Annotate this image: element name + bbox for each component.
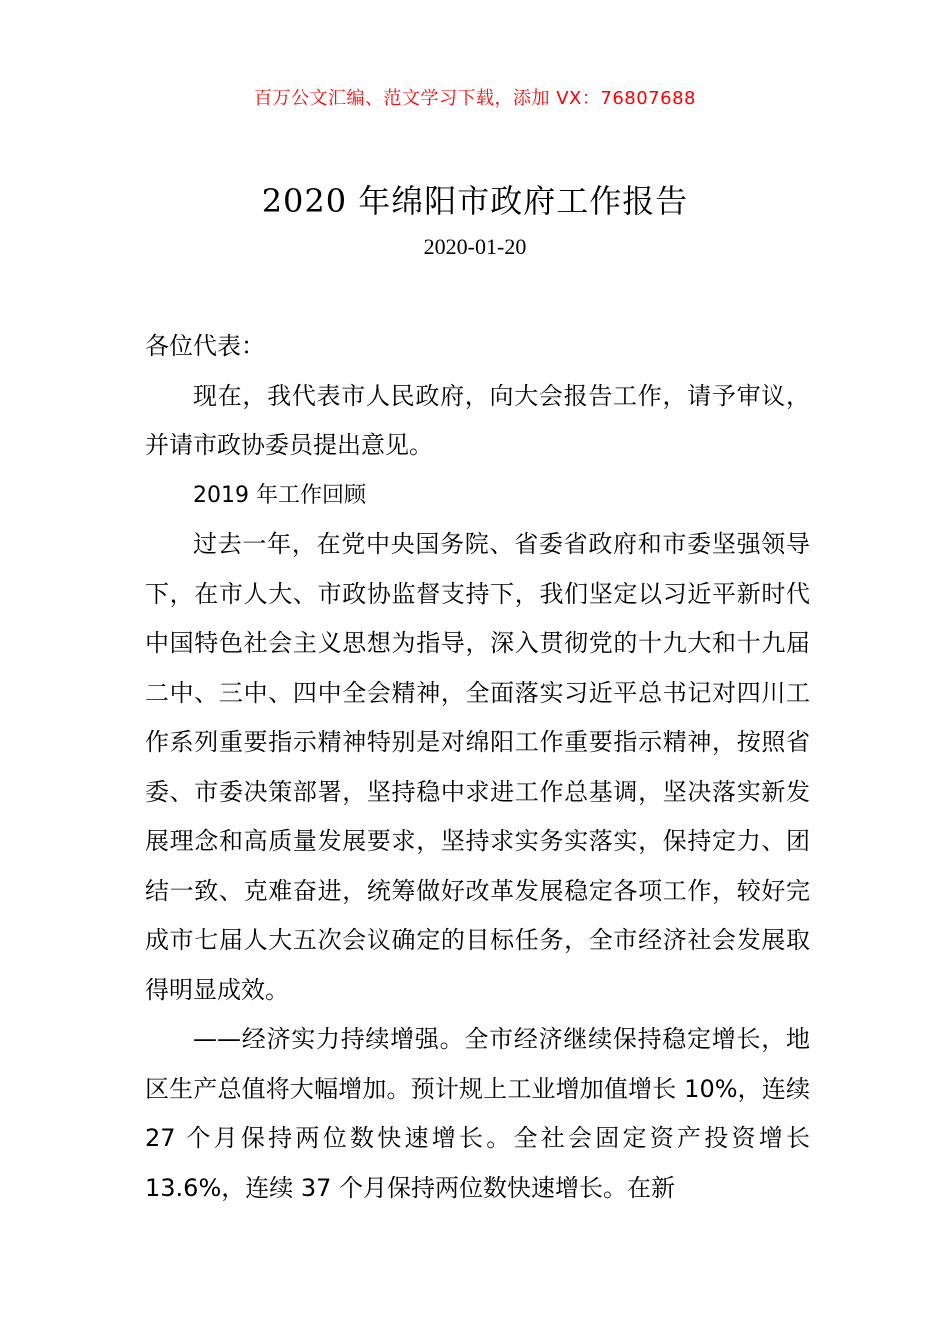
salutation: 各位代表：: [145, 332, 265, 360]
promo-banner: 百万公文汇编、范文学习下载，添加 VX：76807688: [254, 88, 696, 109]
document-date: 2020-01-20: [423, 234, 527, 259]
document-body: [145, 322, 810, 1213]
section-heading: 2019 年工作回顾: [193, 482, 366, 508]
paragraph-economy: ——经济实力持续增强。全市经济继续保持稳定增长，地区生产总值将大幅增加。预计规上工业增加值增长 10%，连续 27 个月保持两位数快速增长。全社会固定资产投资增长 13.6%，连续 37 个月保持两位数快速增长。在新: [145, 1025, 810, 1202]
document-title: 2020 年绵阳市政府工作报告: [261, 182, 689, 220]
paragraph-intro: 现在，我代表市人民政府，向大会报告工作，请予审议，并请市政协委员提出意见。: [145, 381, 810, 459]
paragraph-review: 过去一年，在党中央国务院、省委省政府和市委坚强领导下，在市人大、市政协监督支持下，我们坚定以习近平新时代中国特色社会主义思想为指导，深入贯彻党的十九大和十九届二中、三中、四中全会精神，全面落实习近平总书记对四川工作系列重要指示精神特别是对绵阳工作重要指示精神，按照省委、市委决策部署，坚持稳中求进工作总基调，坚决落实新发展理念和高质量发展要求，坚持求实务实落实，保持定力、团结一致、克难奋进，统筹做好改革发展稳定各项工作，较好完成市七届人大五次会议确定的目标任务，全市经济社会发展取得明显成效。: [145, 530, 810, 1004]
